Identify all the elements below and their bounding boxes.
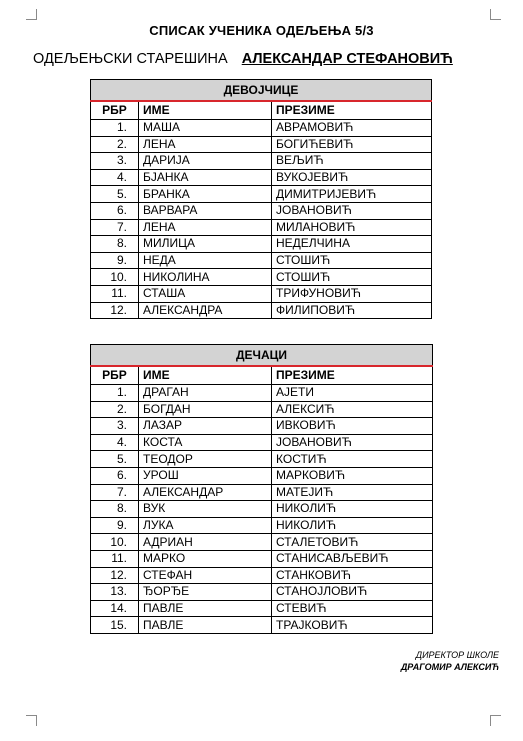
first-name-cell: МАША [139,120,272,137]
boys-header-row [91,366,433,385]
last-name-cell: ИВКОВИЋ [272,418,433,435]
head-teacher-line [33,51,513,67]
crop-mark-bottom-right [490,715,501,726]
last-name-cell: ТРИФУНОВИЋ [272,285,432,302]
table-row [91,269,432,286]
signature-block [401,649,499,673]
row-number: 11. [91,550,139,567]
first-name-cell: ПАВЛЕ [139,600,272,617]
last-name-cell: СТАЛЕТОВИЋ [272,534,433,551]
table-row [91,418,433,435]
column-header-first-name: ИМЕ [139,366,272,385]
row-number: 5. [91,451,139,468]
last-name-cell: НИКОЛИЋ [272,501,433,518]
last-name-cell: СТОШИЋ [272,269,432,286]
row-number: 6. [91,202,139,219]
row-number: 12. [91,302,139,319]
row-number: 13. [91,584,139,601]
head-teacher-name: АЛЕКСАНДАР СТЕФАНОВИЋ [241,51,453,67]
last-name-cell: СТАНИСАВЉЕВИЋ [272,550,433,567]
row-number: 3. [91,153,139,170]
table-row [91,153,432,170]
table-row [91,219,432,236]
row-number: 7. [91,484,139,501]
last-name-cell: НЕДЕЛЧИНА [272,236,432,253]
first-name-cell: БОГДАН [139,401,272,418]
table-row [91,252,432,269]
last-name-cell: МИЛАНОВИЋ [272,219,432,236]
row-number: 11. [91,285,139,302]
last-name-cell: КОСТИЋ [272,451,433,468]
table-row [91,302,432,319]
row-number: 9. [91,252,139,269]
column-header-last-name: ПРЕЗИМЕ [272,101,432,120]
last-name-cell: МАТЕЈИЋ [272,484,433,501]
last-name-cell: СТЕВИЋ [272,600,433,617]
signature-role: ДИРЕКТОР ШКОЛЕ [415,650,499,660]
first-name-cell: АЛЕКСАНДРА [139,302,272,319]
row-number: 7. [91,219,139,236]
table-row [91,169,432,186]
table-row [91,484,433,501]
boys-table [90,344,433,634]
row-number: 8. [91,236,139,253]
last-name-cell: ЈОВАНОВИЋ [272,202,432,219]
column-header-rbr: РБР [91,101,139,120]
last-name-cell: ТРАЈКОВИЋ [272,617,433,634]
first-name-cell: АЛЕКСАНДАР [139,484,272,501]
first-name-cell: ВАРВАРА [139,202,272,219]
crop-mark-top-right [490,9,501,20]
first-name-cell: ДРАГАН [139,385,272,402]
document-title: СПИСАК УЧЕНИКА ОДЕЉЕЊА 5/3 [149,23,374,38]
last-name-cell: АЛЕКСИЋ [272,401,433,418]
first-name-cell: ТЕОДОР [139,451,272,468]
first-name-cell: ЛАЗАР [139,418,272,435]
girls-caption: ДЕВОЈЧИЦЕ [91,80,432,102]
row-number: 10. [91,269,139,286]
row-number: 1. [91,385,139,402]
last-name-cell: СТАНКОВИЋ [272,567,433,584]
last-name-cell: ЈОВАНОВИЋ [272,434,433,451]
row-number: 9. [91,517,139,534]
last-name-cell: ВЕЉИЋ [272,153,432,170]
first-name-cell: УРОШ [139,467,272,484]
table-row [91,501,433,518]
crop-mark-bottom-left [26,715,37,726]
column-header-first-name: ИМЕ [139,101,272,120]
first-name-cell: СТАША [139,285,272,302]
last-name-cell: СТОШИЋ [272,252,432,269]
row-number: 3. [91,418,139,435]
signature-name: ДРАГОМИР АЛЕКСИЋ [400,662,499,672]
first-name-cell: НЕДА [139,252,272,269]
first-name-cell: БЈАНКА [139,169,272,186]
row-number: 4. [91,434,139,451]
row-number: 2. [91,401,139,418]
last-name-cell: ВУКОЈЕВИЋ [272,169,432,186]
table-row [91,285,432,302]
table-row [91,517,433,534]
table-row [91,600,433,617]
head-teacher-label: ОДЕЉЕЊСКИ СТАРЕШИНА [33,51,228,67]
first-name-cell: МАРКО [139,550,272,567]
table-row [91,186,432,203]
last-name-cell: АВРАМОВИЋ [272,120,432,137]
first-name-cell: ЛЕНА [139,136,272,153]
table-row [91,451,433,468]
row-number: 4. [91,169,139,186]
boys-caption-row [91,345,433,367]
last-name-cell: СТАНОЈЛОВИЋ [272,584,433,601]
table-row [91,584,433,601]
table-row [91,136,432,153]
table-row [91,550,433,567]
first-name-cell: НИКОЛИНА [139,269,272,286]
table-row [91,120,432,137]
row-number: 10. [91,534,139,551]
last-name-cell: БОГИЋЕВИЋ [272,136,432,153]
column-header-rbr: РБР [91,366,139,385]
girls-header-row [91,101,432,120]
last-name-cell: АЈЕТИ [272,385,433,402]
row-number: 14. [91,600,139,617]
row-number: 2. [91,136,139,153]
first-name-cell: ДАРИЈА [139,153,272,170]
first-name-cell: СТЕФАН [139,567,272,584]
first-name-cell: КОСТА [139,434,272,451]
girls-table [90,79,432,319]
table-row [91,617,433,634]
row-number: 1. [91,120,139,137]
last-name-cell: ФИЛИПОВИЋ [272,302,432,319]
first-name-cell: ВУК [139,501,272,518]
first-name-cell: ЛУКА [139,517,272,534]
table-row [91,236,432,253]
first-name-cell: АДРИАН [139,534,272,551]
row-number: 8. [91,501,139,518]
row-number: 6. [91,467,139,484]
last-name-cell: МАРКОВИЋ [272,467,433,484]
row-number: 12. [91,567,139,584]
first-name-cell: ПАВЛЕ [139,617,272,634]
boys-caption: ДЕЧАЦИ [91,345,433,367]
row-number: 15. [91,617,139,634]
table-row [91,202,432,219]
first-name-cell: БРАНКА [139,186,272,203]
column-header-last-name: ПРЕЗИМЕ [272,366,433,385]
table-row [91,401,433,418]
table-row [91,467,433,484]
table-row [91,567,433,584]
first-name-cell: МИЛИЦА [139,236,272,253]
table-row [91,534,433,551]
first-name-cell: ЛЕНА [139,219,272,236]
first-name-cell: ЂОРЂЕ [139,584,272,601]
row-number: 5. [91,186,139,203]
girls-caption-row [91,80,432,102]
last-name-cell: НИКОЛИЋ [272,517,433,534]
crop-mark-top-left [26,9,37,20]
last-name-cell: ДИМИТРИЈЕВИЋ [272,186,432,203]
table-row [91,385,433,402]
table-row [91,434,433,451]
